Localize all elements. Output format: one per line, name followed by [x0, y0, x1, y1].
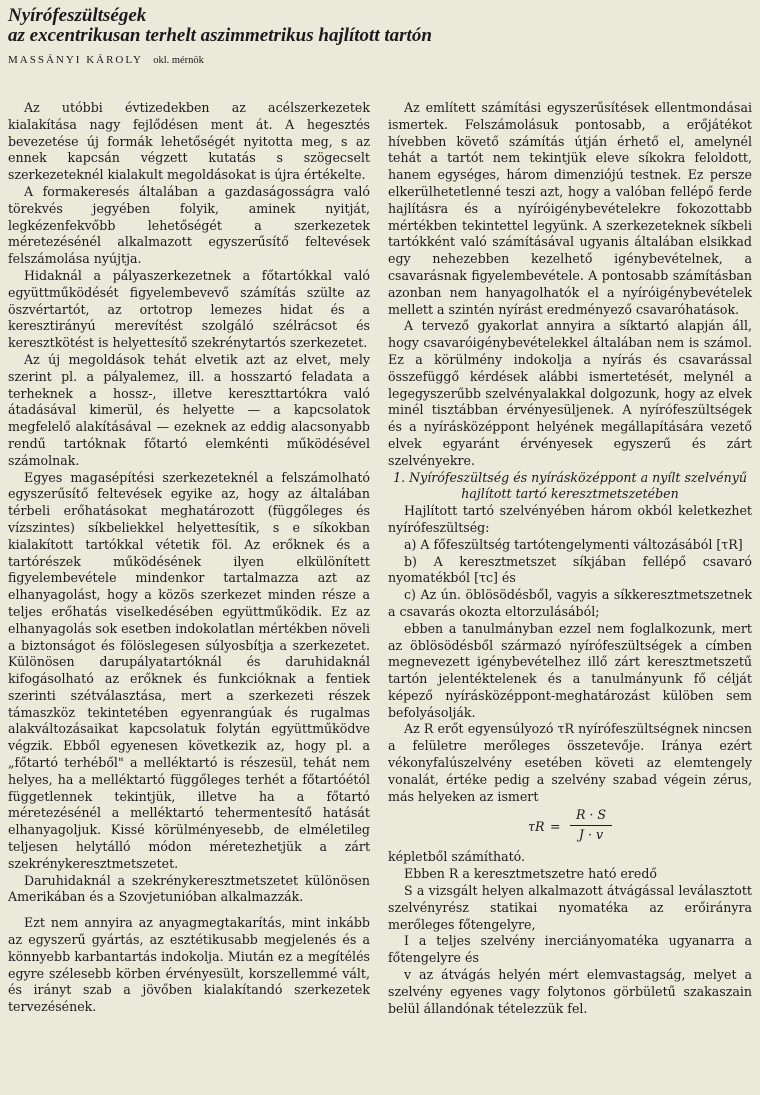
author-title: okl. mérnök — [153, 55, 204, 66]
paragraph: Daruhidaknál a szekrénykeresztmetszetet különösen Amerikában és a Szovjetunióban alkalmazzák. — [8, 872, 370, 905]
paragraph: Az utóbbi évtizedekben az acélszerkezetek kialakítása nagy fejlődésen ment át. A hegesztés bevezetése új formák lehetőségét nyitotta meg, s az ennek kapcsán végzett kutatás s szögecselt szerkezeteknél kialakult megoldásokat is újra értékelte. — [8, 100, 370, 183]
paragraph: képletből számítható. — [388, 849, 526, 865]
paragraph: Hidaknál a pályaszerkezetnek a főtartókkal való együttműködését figyelembevevő számítás szülte az öszvértartót, az ortotrop lemezes hidat és a keresztirányú merevítést szolgáló szélrácsot és keresztkötést is helyettesítő szekrénytartós szerkezetet. — [8, 267, 370, 351]
paragraph: A formakeresés általában a gazdaságosságra való törekvés jegyében folyik, aminek nyitját, legkézenfekvőbb lehetőségét a szerkezetek méretezésénél alkalmazott egyszerűsítő feltevések felszámolása nyújtja. — [8, 183, 370, 267]
formula-numerator: R · S — [570, 807, 612, 826]
paragraph: Ebben R a keresztmetszetre ható eredő — [404, 866, 657, 882]
formula-fraction — [570, 807, 612, 844]
paragraph: Az új megoldások tehát elvetik azt az elvet, mely szerint pl. a pályalemez, ill. a hosszartó feladata a terheknek a hossz-, illetve kereszttartókra való átadásával kimerül, és helyette — a kapcsolatok megfelelő alakításával — ezeknek az eddig alacsonyabb rendű tartóknak főtartó elemkénti működésével számolnak. — [8, 351, 370, 468]
paragraph: Az R erőt egyensúlyozó τR nyírófeszültségnek nincsen a felületre merőleges összetevője. Iránya ezért vékonyfalúszelvény esetében követi az elemtengely vonalát, értéke pedig a szelvény szabad végein zérus, más helyeken az ismert — [388, 721, 752, 804]
author-name: MASSÁNYI KÁROLY — [8, 54, 143, 66]
article-header — [8, 6, 748, 66]
paragraph: I a teljes szelvény inerciányomatéka ugyanarra a főtengelyre és — [388, 933, 752, 966]
shear-formula — [388, 807, 752, 847]
formula-equals: = — [550, 819, 561, 835]
paragraph: Hajlított tartó szelvényében három okból keletkezhet nyírófeszültség: — [388, 503, 752, 535]
paragraph: S a vizsgált helyen alkalmazott átvágással leválasztott szelvényrész statikai nyomatéka az erőirányra merőleges főtengelyre, — [388, 883, 752, 932]
author-line — [8, 54, 748, 66]
formula-denominator: J · v — [578, 827, 604, 843]
paragraph: Egyes magasépítési szerkezeteknél a felszámolható egyszerűsítő feltevések egyike az, hogy az általában térbeli erőhatásokat meghatározott (függőleges és vízszintes) síkbeliekkel helyettesítik, s e síkokban kialakított tartókkal vétetik föl. Az erőknek és a tartórészek működésének ilyen elkülönített figyelembevétele mindenkor tartalmazza azt az elhanyagolást, hogy a közös szerkezet minden része a teljes erőhatás viselkedésében együttműködik. Ez az elhanyagolás sok esetben indokolatlan mértékben növeli a biztonságot és fölöslegesen súlyosbítja a szerkezetet. Különösen darupályatartóknál és daruhidaknál kifogásolható az erőknek és funkcióknak a fentiek szerinti szétválasztása, mert a szerkezeti részek támaszköz tekintetében egyenrangúak és rugalmas alakváltozásaikat kapcsolatuk folytán együttműködve végzik. Ebből egyenesen következik az, hogy pl. a „főtartó terhéből" a melléktartó is részesül, tehát nem helyes, ha a melléktartó függőleges terhét a főtartóétól függetlennek tekintjük, illetve ha a főtartó méretezésénél a melléktartó tehermentesítő hatását elhanyagoljuk. Kissé körülményesebb, de elméletileg teljesen helytálló módon méretezhetjük a zárt szekrénykeresztmetszetet. — [8, 469, 370, 871]
paragraph: v az átvágás helyén mért elemvastagság, melyet a szelvény egyenes vagy folytonos görbületű szakaszain belül állandónak tételezzük fel. — [388, 967, 752, 1016]
article-title-line1: Nyírófeszültségek — [8, 5, 147, 26]
paragraph: A tervező gyakorlat annyira a síktartó alapján áll, hogy csavaróigénybevételekkel általában nem is számol. Ez a körülmény indokolja a nyírás és csavarással összefüggő kérdések alábbi ismertetését, melynél a legegyszerűbb szelvényalakkal dolgozunk, hogy az elvek minél tisztábban érvényesüljenek. A nyírófeszültségek és a nyírásközéppont helyének megállapítására vezető elvek egyaránt érvényesek egyszerű és zárt szelvényekre. — [388, 318, 752, 468]
right-column — [388, 100, 752, 1017]
left-column — [8, 100, 370, 1016]
paragraph: Az említett számítási egyszerűsítések ellentmondásai ismertek. Felszámolásuk pontosabb, a erőjátékot hívebben követő számítás útján érhető el, amelynél tehát a tartót nem tekintjük eleve síkokra feloldott, hanem egységes, három dimenziójú testnek. Ez persze elkerülhetetlenné teszi azt, hogy a valóban fellépő ferde hajlításra és a nyíróigénybevételekre fokozottabb mértékben tekintettel legyünk. A szerkezeteknek síkbeli tartókként való számításával ugyanis általában elsikkad egy nehezebben kezelhető igénybevételnek, a csavarásnak figyelembevétele. A pontosabb számításban azonban nem hanyagolhatók el a nyíróigénybevételek mellett a szintén nyírást eredményező csavaróhatások. — [388, 100, 752, 317]
list-item: a) A főfeszültség tartótengelymenti változásából [τR] — [404, 536, 743, 552]
paragraph: Ezt nem annyira az anyagmegtakarítás, mint inkább az egyszerű gyártás, az esztétikusabb megjelenés és a könnyebb karbantartás indokolja. Miután ez a megítélés egyre szélesebb körben érvényesült, korszellemmé vált, és irányt szab a jövőben kialakítandó szerkezetek tervezésének. — [8, 915, 370, 1015]
article-title-line2: az excentrikusan terhelt aszimmetrikus hajlított tartón — [8, 25, 432, 46]
formula-lhs: τR — [528, 819, 545, 835]
list-item: c) Az ún. öblösödésből, vagyis a síkkeresztmetszetnek a csavarás okozta eltorzulásából; — [388, 587, 752, 619]
list-item: b) A keresztmetszet síkjában fellépő csavaró nyomatékból [τc] és — [388, 553, 752, 586]
section-heading: 1. Nyírófeszültség és nyírásközéppont a nyílt szelvényű hajlított tartó keresztmetszetében — [393, 469, 747, 502]
paragraph: ebben a tanulmányban ezzel nem foglalkozunk, mert az öblösödésből származó nyírófeszültségek a címben megnevezett igénybevételhez illő zárt keresztmetszetű tartón jelentéktelenek és a tanulmányunk fő célját képező nyírásközéppont-meghatározást külöben sem befolyásolják. — [388, 620, 752, 720]
